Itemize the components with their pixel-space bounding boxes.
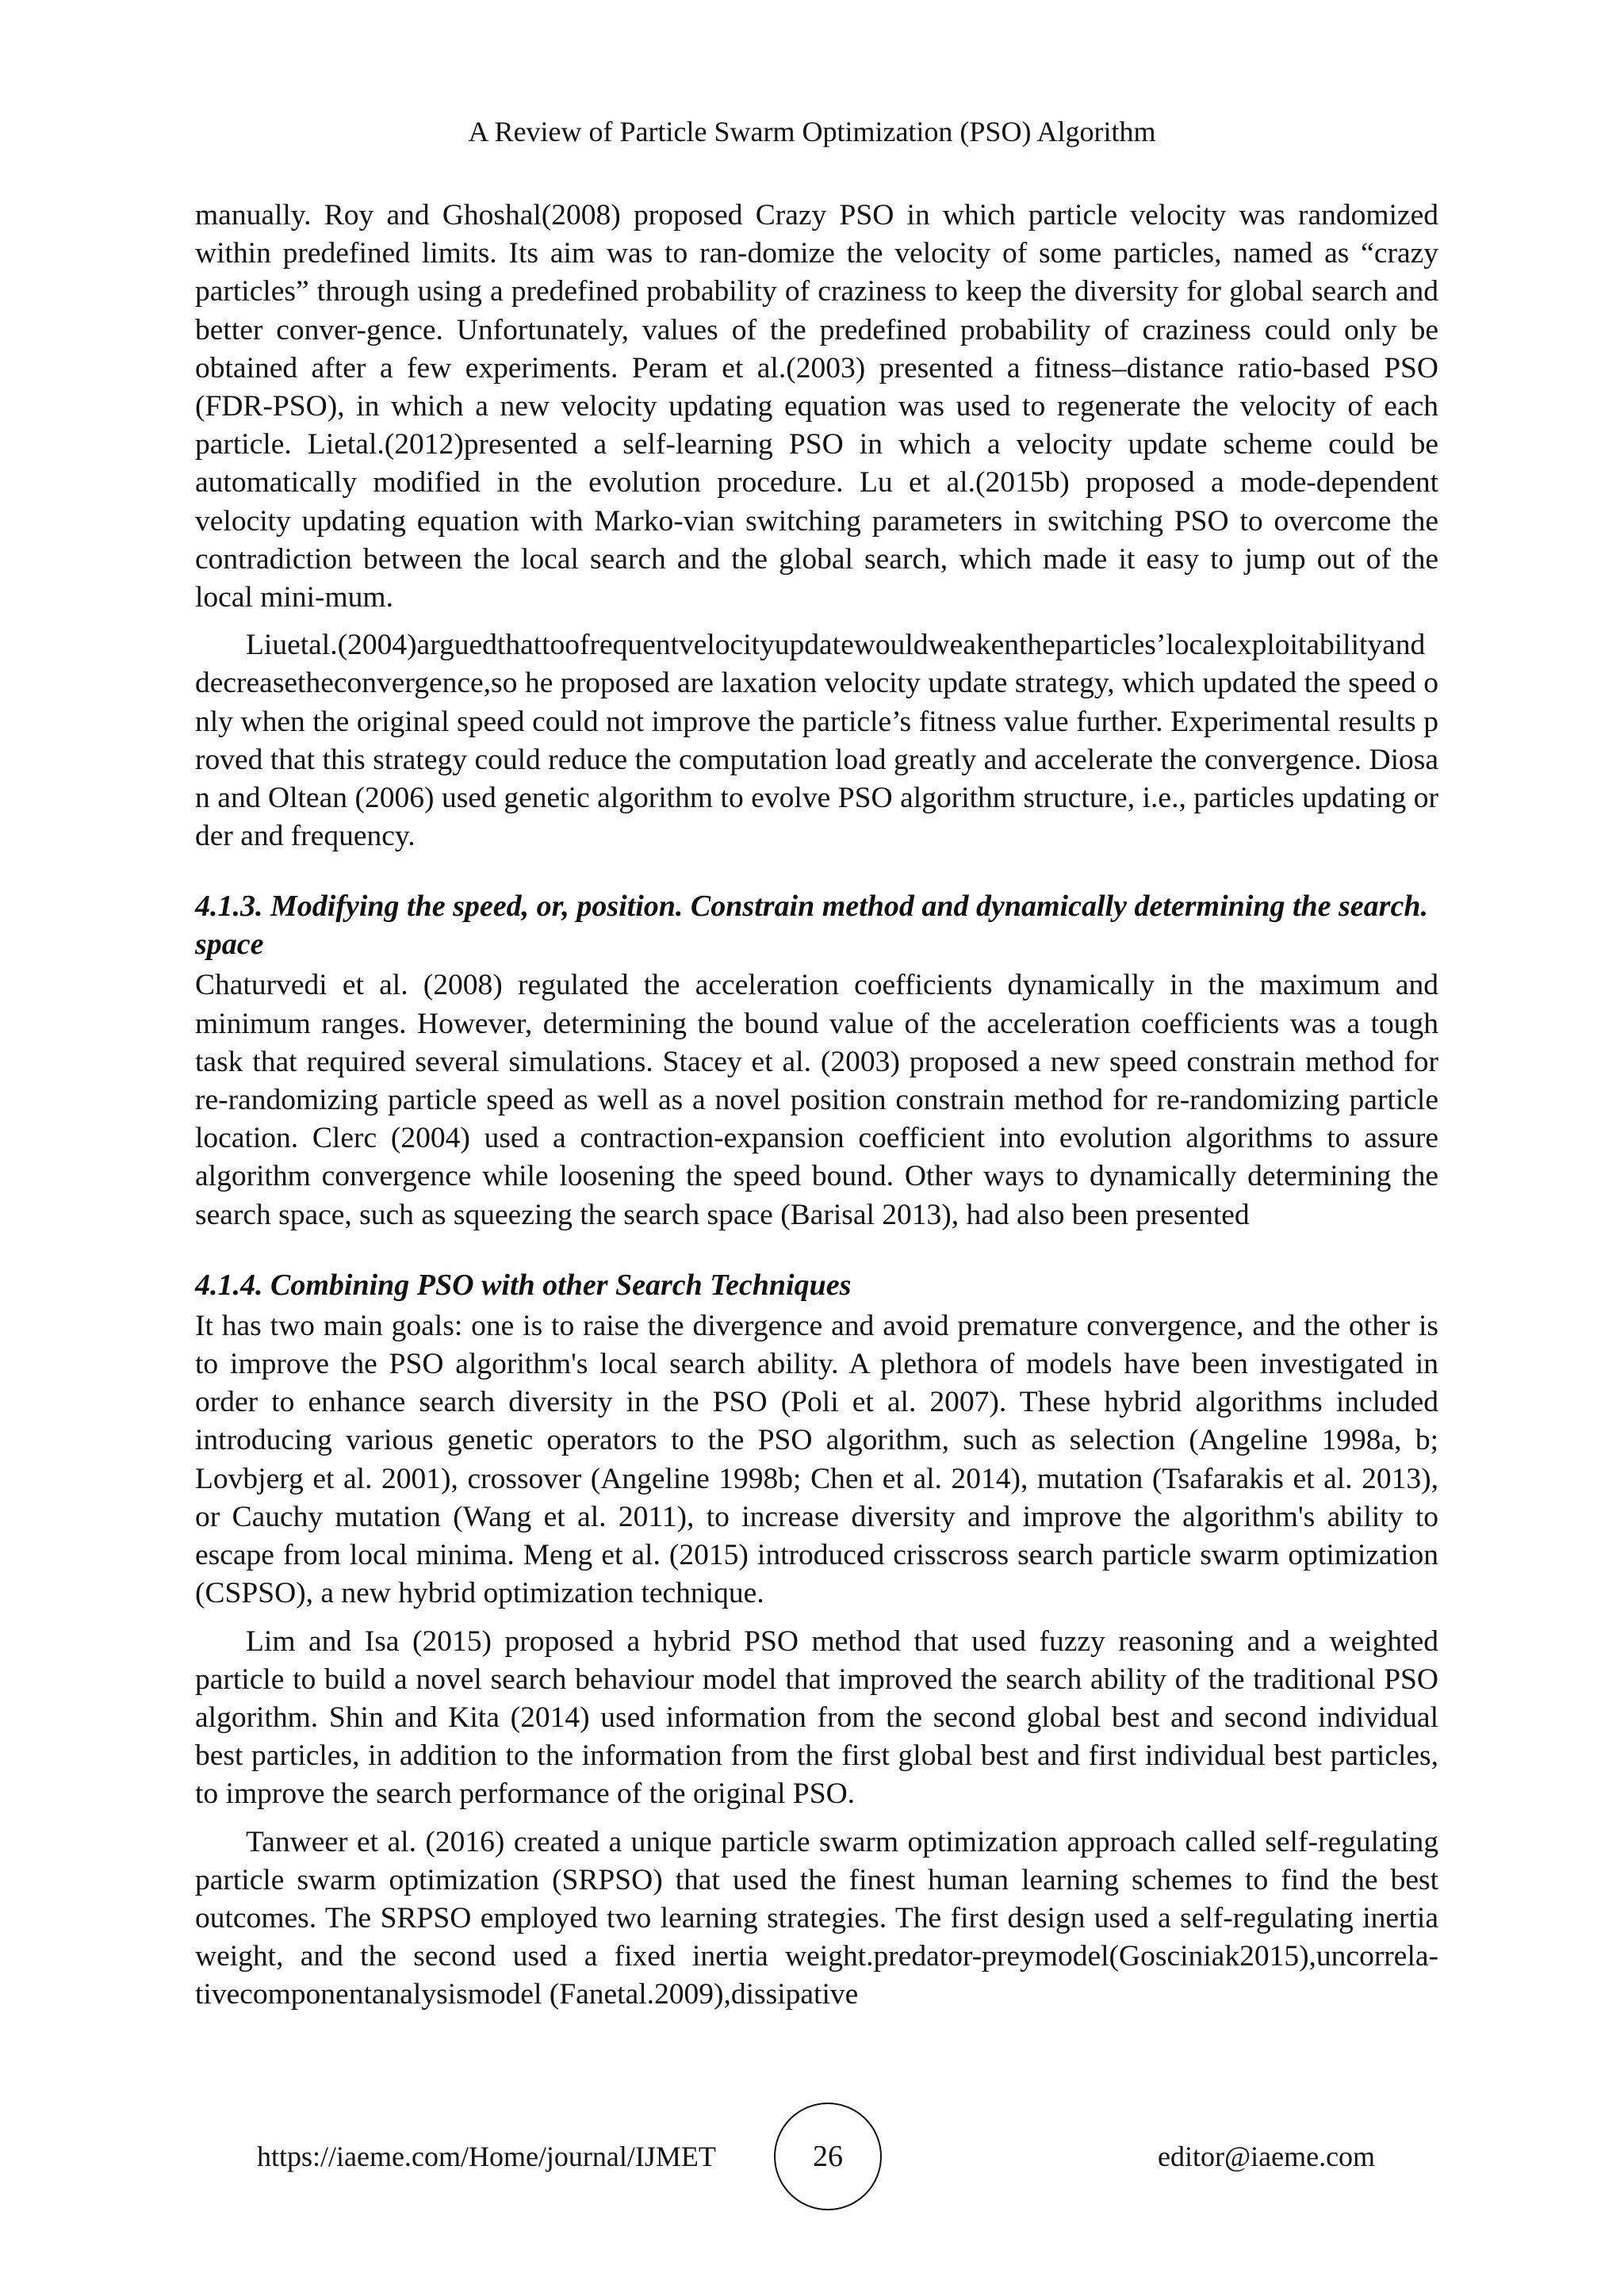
page-number: 26	[813, 2140, 843, 2173]
page-number-badge	[774, 2103, 882, 2210]
running-header: A Review of Particle Swarm Optimization (PSO) Algorithm	[468, 116, 1156, 147]
paragraph-speed-constrain: Chaturvedi et al. (2008) regulated the acceleration coefficients dynamically in the maximum and minimum ranges. However, determining the bound value of the acceleration coefficients was a tough task that required several simulations. Stacey et al. (2003) proposed a new speed constrain method for re-randomizing particle speed as well as a novel position constrain method for re-randomizing particle location. Clerc (2004) used a contraction-expansion coefficient into evolution algorithms to assure algorithm convergence while loosening the speed bound. Other ways to dynamically determining the search space, such as squeezing the search space (Barisal 2013), had also been presented	[195, 969, 1438, 1231]
article-body	[195, 197, 1438, 2015]
page-footer	[0, 2103, 1624, 2214]
editor-email-link[interactable]: editor@iaeme.com	[1158, 2141, 1376, 2172]
paragraph-relaxation-velocity: Liuetal.(2004)arguedthattoofrequentvelocityupdatewouldweakentheparticles’localexploitabilityanddecreasetheconvergence,so he proposed are laxation velocity update strategy, which updated the speed only when the original speed could not improve the particle’s fitness value further. Experimental results proved that this strategy could reduce the computation load greatly and accelerate the convergence. Diosan and Oltean (2006) used genetic algorithm to evolve PSO algorithm structure, i.e., particles updating order and frequency.	[195, 629, 1438, 853]
paragraph-velocity-methods: manually. Roy and Ghoshal(2008) proposed Crazy PSO in which particle velocity was randomized within predefined limits. Its aim was to ran-domize the velocity of some particles, named as “crazy particles” through using a predefined probability of craziness to keep the diversity for global search and better conver-gence. Unfortunately, values of the predefined probability of craziness could only be obtained after a few experiments. Peram et al.(2003) presented a fitness–distance ratio-based PSO (FDR-PSO), in which a new velocity updating equation was used to regenerate the velocity of each particle. Lietal.(2012)presented a self-learning PSO in which a velocity update scheme could be automatically modified in the evolution procedure. Lu et al.(2015b) proposed a mode-dependent velocity updating equation with Marko-vian switching parameters in switching PSO to overcome the contradiction between the local search and the global search, which made it easy to jump out of the local mini-mum.	[195, 199, 1438, 614]
paragraph-hybrid-goals: It has two main goals: one is to raise the divergence and avoid premature convergence, and the other is to improve the PSO algorithm's local search ability. A plethora of models have been investigated in order to enhance search diversity in the PSO (Poli et al. 2007). These hybrid algorithms included introducing various genetic operators to the PSO algorithm, such as selection (Angeline 1998a, b; Lovbjerg et al. 2001), crossover (Angeline 1998b; Chen et al. 2014), mutation (Tsafarakis et al. 2013), or Cauchy mutation (Wang et al. 2011), to increase diversity and improve the algorithm's ability to escape from local minima. Meng et al. (2015) introduced crisscross search particle swarm optimization (CSPSO), a new hybrid optimization technique.	[195, 1309, 1438, 1610]
section-heading-4-1-3: 4.1.3. Modifying the speed, or, position. Constrain method and dynamically determining the search. space	[195, 890, 1428, 962]
paragraph-fuzzy-hybrid: Lim and Isa (2015) proposed a hybrid PSO method that used fuzzy reasoning and a weighted particle to build a novel search behaviour model that improved the search ability of the traditional PSO algorithm. Shin and Kita (2014) used information from the second global best and second individual best particles, in addition to the information from the first global best and first individual best particles, to improve the search performance of the original PSO.	[195, 1624, 1438, 1811]
journal-url-link[interactable]: https://iaeme.com/Home/journal/IJMET	[257, 2141, 716, 2172]
paragraph-srpso: Tanweer et al. (2016) created a unique particle swarm optimization approach called self-regulating particle swarm optimization (SRPSO) that used the finest human learning schemes to find the best outcomes. The SRPSO employed two learning strategies. The first design used a self-regulating inertia weight, and the second used a fixed inertia weight.predator-preymodel(Gosciniak2015),uncorrela-tivecomponentanalysismodel (Fanetal.2009),dissipative	[195, 1825, 1438, 2011]
section-heading-4-1-4: 4.1.4. Combining PSO with other Search Techniques	[195, 1268, 852, 1302]
